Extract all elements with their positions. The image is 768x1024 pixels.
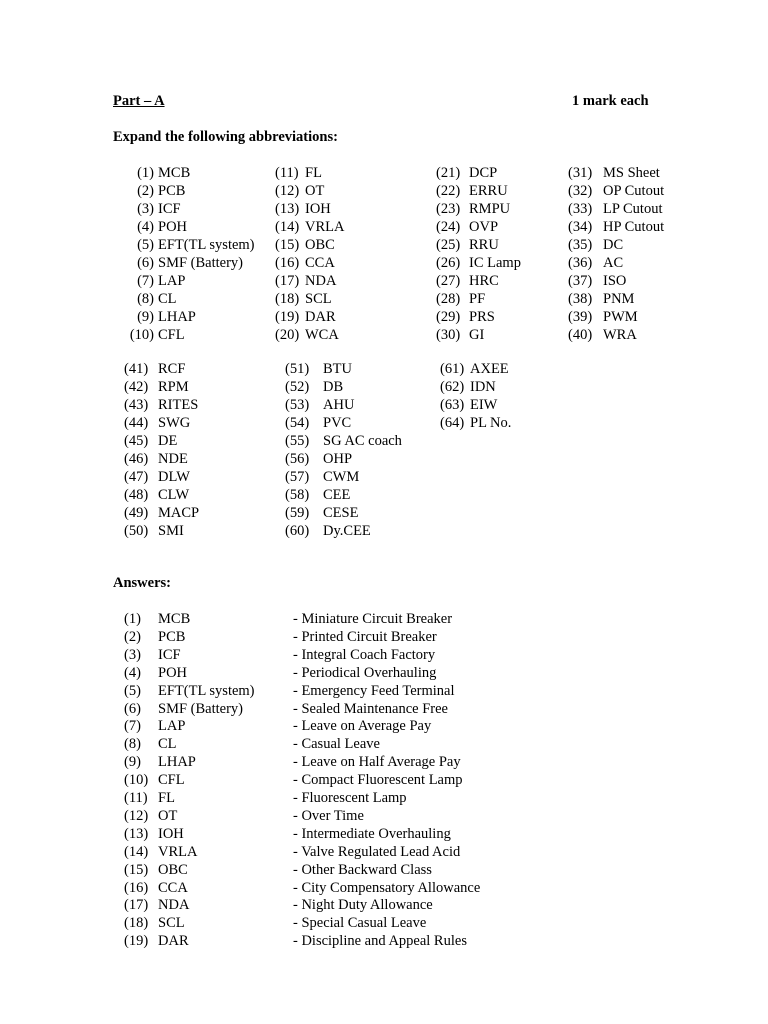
answer-number: (10): [124, 772, 149, 789]
answer-abbreviation: OBC: [158, 861, 188, 878]
abbreviation: IC Lamp: [469, 255, 521, 271]
item-number: (34): [568, 219, 593, 235]
abbreviation: ISO: [603, 273, 627, 289]
item-number: (12): [275, 183, 300, 199]
abbreviation: RCF: [158, 361, 186, 377]
abbreviation: CFL: [158, 327, 185, 343]
answer-abbreviation: CCA: [158, 879, 188, 896]
abbreviation: DAR: [305, 309, 336, 325]
abbreviation: MS Sheet: [603, 165, 660, 181]
abbreviation: PL No.: [470, 415, 512, 431]
abbreviation: PNM: [603, 291, 635, 307]
abbreviation: AXEE: [470, 361, 509, 377]
item-number: (9): [137, 309, 154, 325]
item-number: (2): [137, 183, 154, 199]
item-number: (5): [137, 237, 154, 253]
answer-abbreviation: CFL: [158, 772, 185, 789]
item-number: (23): [436, 201, 461, 217]
item-number: (31): [568, 165, 593, 181]
answer-expansion: - Compact Fluorescent Lamp: [293, 772, 463, 789]
answer-expansion: - City Compensatory Allowance: [293, 879, 481, 896]
abbreviation: OVP: [469, 219, 499, 235]
item-number: (25): [436, 237, 461, 253]
abbreviation: DE: [158, 433, 178, 449]
item-number: (53): [285, 397, 310, 413]
answer-number: (18): [124, 915, 149, 932]
abbreviation: VRLA: [305, 219, 345, 235]
item-number: (32): [568, 183, 593, 199]
item-number: (59): [285, 505, 310, 521]
abbreviation: SMI: [158, 523, 184, 539]
answer-number: (6): [124, 700, 141, 717]
item-number: (28): [436, 291, 461, 307]
item-number: (8): [137, 291, 154, 307]
item-number: (14): [275, 219, 300, 235]
abbreviation: FL: [305, 165, 322, 181]
abbreviation: MCB: [158, 165, 191, 181]
answer-expansion: - Valve Regulated Lead Acid: [293, 843, 461, 860]
abbreviation: OP Cutout: [603, 183, 665, 199]
abbreviation: PVC: [323, 415, 352, 431]
item-number: (51): [285, 361, 310, 377]
abbreviation: NDE: [158, 451, 188, 467]
abbreviation: BTU: [323, 361, 352, 377]
item-number: (52): [285, 379, 310, 395]
answer-expansion: - Miniature Circuit Breaker: [293, 611, 453, 627]
item-number: (4): [137, 219, 154, 235]
abbreviation: RMPU: [469, 201, 511, 217]
item-number: (48): [124, 487, 149, 503]
abbreviation: HP Cutout: [603, 219, 665, 235]
abbreviation: DC: [603, 237, 624, 253]
item-number: (49): [124, 505, 149, 521]
item-number: (36): [568, 255, 593, 271]
item-number: (46): [124, 451, 149, 467]
answer-abbreviation: OT: [158, 807, 178, 824]
answer-expansion: - Fluorescent Lamp: [293, 790, 407, 806]
answer-expansion: - Periodical Overhauling: [293, 664, 437, 681]
item-number: (54): [285, 415, 310, 431]
abbreviation: LHAP: [158, 309, 196, 325]
answer-abbreviation: POH: [158, 664, 188, 681]
answer-abbreviation: ICF: [158, 646, 181, 663]
answer-abbreviation: MCB: [158, 611, 191, 627]
item-number: (24): [436, 219, 461, 235]
answer-expansion: - Leave on Half Average Pay: [293, 754, 461, 771]
item-number: (62): [440, 379, 465, 395]
abbreviation: RITES: [158, 397, 199, 413]
item-number: (44): [124, 415, 149, 431]
abbreviation: SCL: [305, 291, 332, 307]
abbreviation: PRS: [469, 309, 495, 325]
answer-number: (3): [124, 646, 141, 663]
item-number: (50): [124, 523, 149, 539]
abbreviation: EFT(TL system): [158, 237, 255, 253]
item-number: (39): [568, 309, 593, 325]
item-number: (60): [285, 523, 310, 539]
answer-expansion: - Special Casual Leave: [293, 915, 427, 932]
item-number: (57): [285, 469, 310, 485]
item-number: (64): [440, 415, 465, 431]
answer-number: (16): [124, 879, 149, 896]
abbreviation: IDN: [470, 379, 496, 395]
answer-abbreviation: PCB: [158, 628, 186, 645]
item-number: (1): [137, 165, 154, 181]
abbreviation: RPM: [158, 379, 189, 395]
abbreviation: RRU: [469, 237, 499, 253]
answer-number: (5): [124, 682, 141, 699]
answer-expansion: - Other Backward Class: [293, 861, 432, 878]
item-number: (17): [275, 273, 300, 289]
item-number: (61): [440, 361, 465, 377]
item-number: (45): [124, 433, 149, 449]
item-number: (6): [137, 255, 154, 271]
item-number: (55): [285, 433, 310, 449]
abbreviation: POH: [158, 219, 188, 235]
abbreviation: Dy.CEE: [323, 523, 371, 539]
item-number: (26): [436, 255, 461, 271]
item-number: (16): [275, 255, 300, 271]
answer-abbreviation: SMF (Battery): [158, 700, 243, 717]
item-number: (42): [124, 379, 149, 395]
item-number: (63): [440, 397, 465, 413]
abbreviation: CEE: [323, 487, 351, 503]
abbreviation: OHP: [323, 451, 353, 467]
item-number: (41): [124, 361, 149, 377]
answers-heading: Answers:: [113, 575, 171, 591]
abbreviation: GI: [469, 327, 485, 343]
answer-expansion: - Intermediate Overhauling: [293, 825, 451, 842]
item-number: (38): [568, 291, 593, 307]
abbreviation: WCA: [305, 327, 339, 343]
answer-expansion: - Night Duty Allowance: [293, 897, 433, 914]
answer-expansion: - Discipline and Appeal Rules: [293, 933, 467, 950]
abbreviation: CL: [158, 291, 177, 307]
item-number: (40): [568, 327, 593, 343]
answer-number: (9): [124, 754, 141, 771]
item-number: (27): [436, 273, 461, 289]
abbreviation: HRC: [469, 273, 499, 289]
item-number: (19): [275, 309, 300, 325]
answer-abbreviation: LAP: [158, 718, 186, 735]
abbreviation: IOH: [305, 201, 331, 217]
answer-number: (17): [124, 897, 149, 914]
item-number: (35): [568, 237, 593, 253]
abbreviation: SG AC coach: [323, 433, 402, 449]
abbreviation: WRA: [603, 327, 637, 343]
item-number: (18): [275, 291, 300, 307]
answer-abbreviation: EFT(TL system): [158, 682, 255, 699]
answer-abbreviation: DAR: [158, 933, 189, 950]
abbreviation: NDA: [305, 273, 337, 289]
abbreviation: DLW: [158, 469, 190, 485]
answer-abbreviation: IOH: [158, 825, 184, 842]
answer-number: (2): [124, 628, 141, 645]
abbreviation: OBC: [305, 237, 335, 253]
marks-label: 1 mark each: [572, 93, 649, 109]
item-number: (15): [275, 237, 300, 253]
answer-number: (19): [124, 933, 149, 950]
abbreviation: PCB: [158, 183, 186, 199]
answer-abbreviation: SCL: [158, 915, 185, 932]
abbreviation: MACP: [158, 505, 200, 521]
item-number: (29): [436, 309, 461, 325]
answer-number: (11): [124, 790, 148, 806]
answer-expansion: - Integral Coach Factory: [293, 646, 436, 663]
abbreviation: AHU: [323, 397, 355, 413]
item-number: (11): [275, 165, 299, 181]
abbreviation: PWM: [603, 309, 638, 325]
answer-number: (1): [124, 611, 141, 627]
item-number: (30): [436, 327, 461, 343]
abbreviation: LP Cutout: [603, 201, 663, 217]
answer-expansion: - Leave on Average Pay: [293, 718, 432, 735]
abbreviation: AC: [603, 255, 624, 271]
answer-number: (7): [124, 718, 141, 735]
abbreviation: OT: [305, 183, 325, 199]
item-number: (47): [124, 469, 149, 485]
abbreviation: CLW: [158, 487, 190, 503]
abbreviation: SWG: [158, 415, 191, 431]
answer-expansion: - Over Time: [293, 807, 364, 824]
abbreviation: CESE: [323, 505, 359, 521]
abbreviation: DB: [323, 379, 344, 395]
abbreviation: ICF: [158, 201, 181, 217]
item-number: (37): [568, 273, 593, 289]
answer-abbreviation: NDA: [158, 897, 190, 914]
answer-abbreviation: LHAP: [158, 754, 196, 771]
abbreviation: PF: [469, 291, 486, 307]
answer-number: (8): [124, 736, 141, 753]
answer-number: (15): [124, 861, 149, 878]
item-number: (21): [436, 165, 461, 181]
abbreviation: CCA: [305, 255, 335, 271]
item-number: (33): [568, 201, 593, 217]
abbreviation: ERRU: [469, 183, 508, 199]
item-number: (13): [275, 201, 300, 217]
item-number: (43): [124, 397, 149, 413]
item-number: (20): [275, 327, 300, 343]
abbreviation: EIW: [470, 397, 498, 413]
answer-number: (14): [124, 843, 149, 860]
item-number: (22): [436, 183, 461, 199]
answer-number: (13): [124, 825, 149, 842]
instruction-heading: Expand the following abbreviations:: [113, 129, 338, 145]
answer-expansion: - Printed Circuit Breaker: [293, 628, 437, 645]
item-number: (3): [137, 201, 154, 217]
abbreviation: CWM: [323, 469, 360, 485]
answer-expansion: - Casual Leave: [293, 736, 380, 753]
answer-expansion: - Emergency Feed Terminal: [293, 682, 455, 699]
item-number: (10): [129, 327, 154, 343]
item-number: (58): [285, 487, 310, 503]
part-title: Part – A: [113, 93, 165, 109]
answer-abbreviation: VRLA: [158, 843, 198, 860]
answer-number: (12): [124, 807, 149, 824]
abbreviation: DCP: [469, 165, 498, 181]
abbreviation: LAP: [158, 273, 186, 289]
answer-number: (4): [124, 664, 141, 681]
abbreviation: SMF (Battery): [158, 255, 243, 271]
answer-expansion: - Sealed Maintenance Free: [293, 700, 448, 717]
answer-abbreviation: FL: [158, 790, 175, 806]
answer-abbreviation: CL: [158, 736, 177, 753]
item-number: (56): [285, 451, 310, 467]
item-number: (7): [137, 273, 154, 289]
